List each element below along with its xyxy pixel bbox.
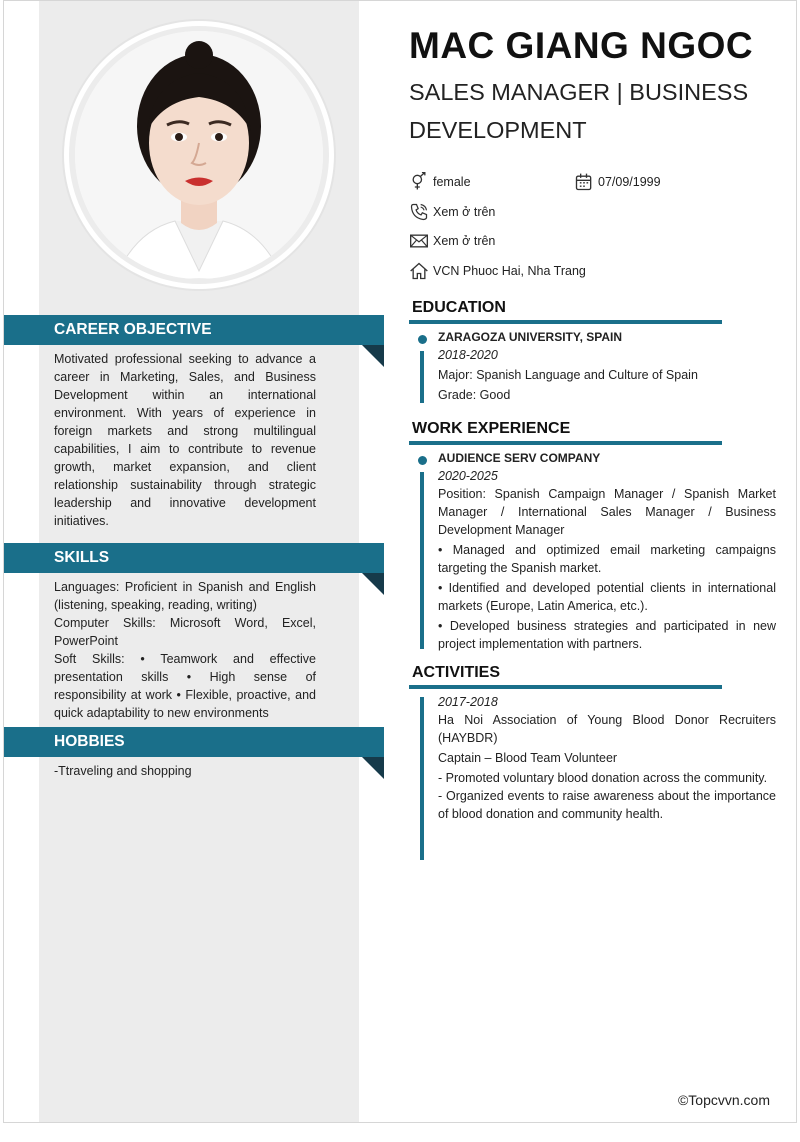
- phone-value: Xem ở trên: [433, 205, 496, 219]
- avatar-frame: [64, 21, 334, 289]
- gender-value: female: [433, 175, 471, 189]
- skill-item: Languages: Proficient in Spanish and English (listening, speaking, reading, writing): [54, 580, 316, 612]
- email-info: [409, 231, 495, 251]
- banner-fold: [362, 345, 384, 367]
- avatar-photo: [75, 31, 323, 279]
- email-value: Xem ở trên: [433, 234, 496, 248]
- activities-bullet: - Promoted voluntary blood donation across the community.: [438, 771, 768, 785]
- activities-dates: 2017-2018: [438, 695, 498, 709]
- birthdate-value: 07/09/1999: [598, 175, 661, 189]
- hobbies-banner: [4, 727, 384, 757]
- timeline-line: [420, 697, 424, 860]
- footer-credit: ©Topcvvn.com: [677, 1092, 770, 1108]
- skills-heading: SKILLS: [54, 549, 110, 566]
- timeline-dot: [418, 335, 427, 344]
- gender-info: [409, 172, 471, 192]
- education-major: Major: Spanish Language and Culture of Spain: [438, 368, 698, 382]
- timeline-line: [420, 351, 424, 403]
- banner-fold: [362, 573, 384, 595]
- work-heading: WORK EXPERIENCE: [409, 420, 722, 445]
- activities-org: Ha Noi Association of Young Blood Donor Recruiters (HAYBDR): [438, 713, 776, 745]
- skill-item: Soft Skills: • Teamwork and effective presentation skills • High sense of responsibility at work • Flexible, proactive, and quick adaptability to new environments: [54, 652, 316, 720]
- activities-role: Captain – Blood Team Volunteer: [438, 751, 618, 765]
- education-org: ZARAGOZA UNIVERSITY, SPAIN: [438, 330, 623, 344]
- work-bullet: • Identified and developed potential clients in international markets (Europe, Latin America, etc.).: [438, 581, 776, 613]
- gender-icon: [409, 172, 429, 192]
- calendar-icon: [574, 172, 594, 192]
- phone-info: [409, 202, 495, 222]
- activities-bullet: - Organized events to raise awareness about the importance of blood donation and community health.: [438, 789, 776, 821]
- education-entry: [438, 328, 776, 404]
- phone-icon: [409, 202, 429, 222]
- skills-list: [54, 578, 316, 722]
- timeline-line: [420, 472, 424, 649]
- home-icon: [409, 261, 429, 281]
- job-title: SALES MANAGER | BUSINESS DEVELOPMENT: [409, 79, 749, 143]
- career-objective-heading: CAREER OBJECTIVE: [54, 321, 212, 338]
- envelope-icon: [409, 231, 429, 251]
- education-grade: Grade: Good: [438, 388, 511, 402]
- skills-banner: [4, 543, 384, 573]
- birthdate-info: [574, 172, 661, 192]
- timeline-dot: [418, 456, 427, 465]
- career-objective-banner: [4, 315, 384, 345]
- work-entry: [438, 449, 776, 653]
- banner-fold: [362, 757, 384, 779]
- work-bullet: • Managed and optimized email marketing campaigns targeting the Spanish market.: [438, 543, 776, 575]
- avatar: [75, 31, 323, 279]
- career-objective-text: Motivated professional seeking to advance a career in Marketing, Sales, and Business Development within an international environment. With years of experience in foreign markets and strong multilingual capabilities, I aim to contribute to revenue growth, market expansion, and client relationship sustainability through strategic leadership and innovative development initiatives.: [54, 352, 316, 528]
- candidate-name: MAC GIANG NGOC: [409, 25, 754, 66]
- resume-page: [3, 0, 797, 1123]
- education-heading: EDUCATION: [409, 299, 722, 324]
- education-dates: 2018-2020: [438, 348, 498, 362]
- address-info: [409, 261, 586, 281]
- address-value: VCN Phuoc Hai, Nha Trang: [433, 264, 586, 278]
- hobbies-text: -Ttraveling and shopping: [54, 764, 192, 778]
- hobbies-heading: HOBBIES: [54, 733, 125, 750]
- skill-item: Computer Skills: Microsoft Word, Excel, PowerPoint: [54, 616, 316, 648]
- work-position: Position: Spanish Campaign Manager / Spanish Market Manager / International Sales Manager / Business Development Manager: [438, 487, 776, 537]
- work-bullet: • Developed business strategies and participated in new project implementation with partners.: [438, 619, 776, 651]
- work-dates: 2020-2025: [438, 469, 498, 483]
- activities-entry: [438, 693, 776, 823]
- activities-heading: ACTIVITIES: [409, 664, 722, 689]
- work-org: AUDIENCE SERV COMPANY: [438, 451, 601, 465]
